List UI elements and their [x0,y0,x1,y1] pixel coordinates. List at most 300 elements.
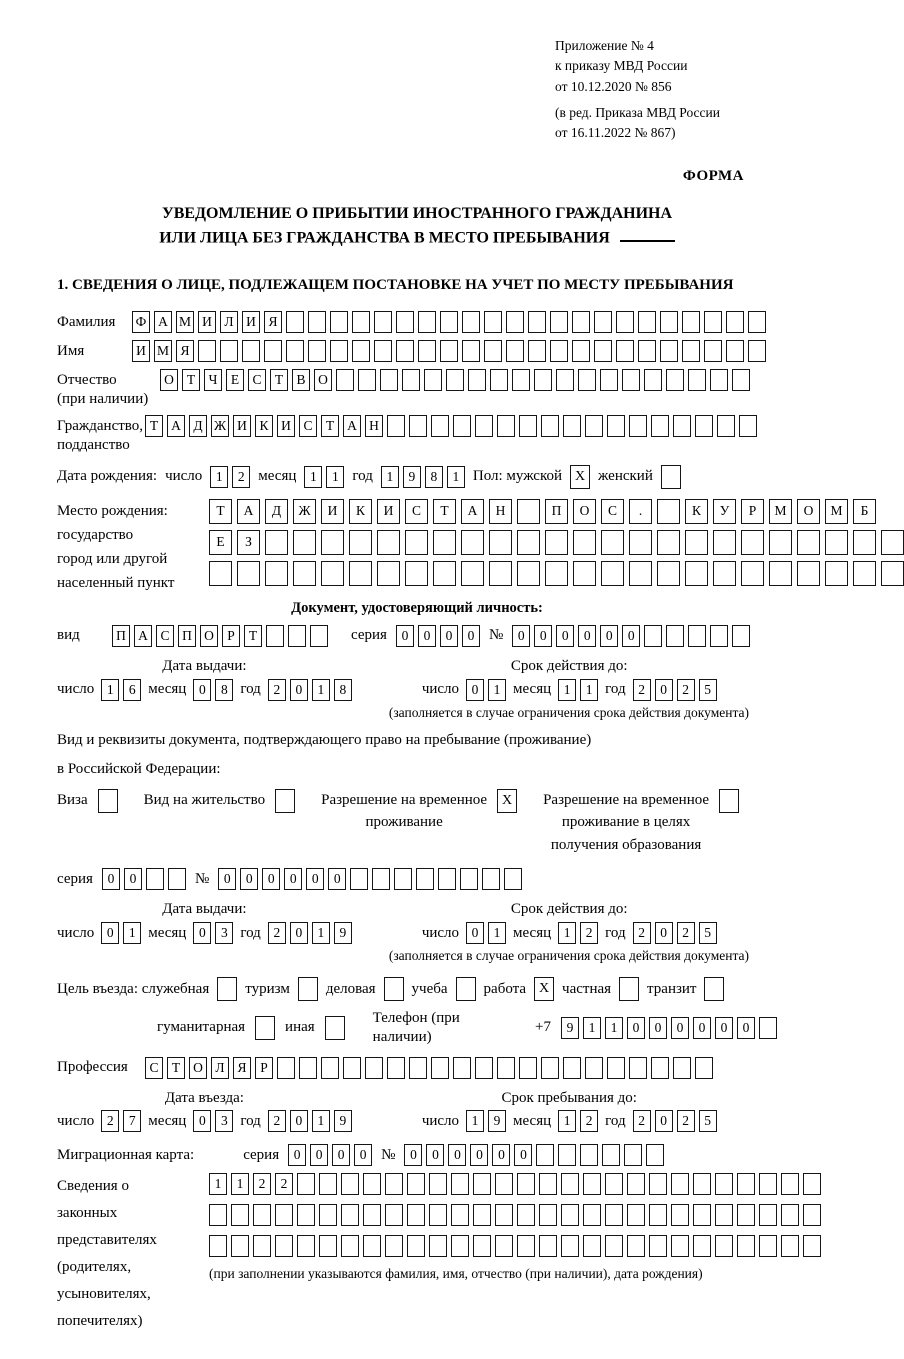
form-cell[interactable] [682,311,700,333]
form-cell[interactable] [517,1173,535,1195]
form-cell[interactable] [713,530,736,555]
form-cell[interactable] [561,1204,579,1226]
form-cell[interactable] [341,1235,359,1257]
form-cell[interactable] [308,340,326,362]
form-cell[interactable] [286,311,304,333]
form-cell[interactable] [695,415,713,437]
form-cell[interactable] [433,530,456,555]
form-cell[interactable] [319,1204,337,1226]
form-cell[interactable] [541,1057,559,1079]
form-cell[interactable]: Е [209,530,232,555]
form-cell[interactable] [409,415,427,437]
form-cell[interactable] [387,415,405,437]
form-cell[interactable]: 2 [580,1110,598,1132]
form-cell[interactable]: 1 [488,679,506,701]
form-cell[interactable]: 0 [262,868,280,890]
form-cell[interactable] [330,340,348,362]
residence-permit-checkbox[interactable] [275,789,295,813]
temp-residence-checkbox[interactable] [497,789,517,813]
form-cell[interactable] [704,311,722,333]
form-cell[interactable]: 0 [124,868,142,890]
form-cell[interactable] [98,789,118,813]
form-cell[interactable] [624,1144,642,1166]
form-cell[interactable]: М [154,340,172,362]
form-cell[interactable]: И [233,415,251,437]
form-cell[interactable] [461,530,484,555]
form-cell[interactable]: 0 [310,1144,328,1166]
form-cell[interactable]: 1 [101,679,119,701]
form-cell[interactable]: 1 [558,679,576,701]
form-cell[interactable] [853,530,876,555]
representatives-row3-cells[interactable] [209,1235,821,1257]
form-cell[interactable]: 0 [396,625,414,647]
form-cell[interactable] [594,340,612,362]
form-cell[interactable] [468,369,486,391]
form-cell[interactable] [451,1173,469,1195]
form-cell[interactable]: Н [489,499,512,524]
form-cell[interactable] [416,868,434,890]
form-cell[interactable] [534,369,552,391]
form-cell[interactable]: С [601,499,624,524]
form-cell[interactable] [377,530,400,555]
purpose-humanitarian-checkbox[interactable] [255,1016,275,1040]
form-cell[interactable]: Е [226,369,244,391]
form-cell[interactable] [461,561,484,586]
form-cell[interactable]: М [769,499,792,524]
form-cell[interactable] [365,1057,383,1079]
form-cell[interactable] [638,311,656,333]
form-cell[interactable] [657,530,680,555]
form-cell[interactable]: О [160,369,178,391]
form-cell[interactable] [583,1204,601,1226]
form-cell[interactable]: Р [222,625,240,647]
form-cell[interactable]: И [198,311,216,333]
form-cell[interactable] [321,561,344,586]
birth-day-cells[interactable] [210,466,250,488]
form-cell[interactable] [715,1173,733,1195]
form-cell[interactable] [402,369,420,391]
form-cell[interactable] [297,1235,315,1257]
form-cell[interactable] [616,311,634,333]
form-cell[interactable] [275,789,295,813]
form-cell[interactable] [298,977,318,1001]
form-cell[interactable] [622,369,640,391]
migration-series-cells[interactable] [288,1144,372,1166]
form-cell[interactable] [440,311,458,333]
form-cell[interactable]: Ф [132,311,150,333]
form-cell[interactable] [713,561,736,586]
form-cell[interactable] [495,1204,513,1226]
form-cell[interactable]: 1 [123,922,141,944]
phone-cells[interactable] [561,1017,777,1039]
form-cell[interactable] [198,340,216,362]
form-cell[interactable] [685,530,708,555]
form-cell[interactable] [539,1235,557,1257]
form-cell[interactable] [748,311,766,333]
form-cell[interactable] [231,1204,249,1226]
form-cell[interactable] [682,340,700,362]
form-cell[interactable] [310,625,328,647]
form-cell[interactable] [710,625,728,647]
form-cell[interactable]: 5 [699,922,717,944]
purpose-private-checkbox[interactable] [619,977,639,1001]
form-cell[interactable] [803,1173,821,1195]
birth-place-row1-cells[interactable] [209,499,876,524]
form-cell[interactable] [517,530,540,555]
form-cell[interactable] [168,868,186,890]
form-cell[interactable]: Д [265,499,288,524]
form-cell[interactable] [660,311,678,333]
form-cell[interactable] [242,340,260,362]
form-cell[interactable]: О [797,499,820,524]
form-cell[interactable]: 2 [268,1110,286,1132]
form-cell[interactable] [644,625,662,647]
form-cell[interactable] [429,1173,447,1195]
form-cell[interactable]: П [178,625,196,647]
form-cell[interactable]: 2 [232,466,250,488]
form-cell[interactable] [563,1057,581,1079]
form-cell[interactable]: П [545,499,568,524]
sex-female-checkbox[interactable] [661,465,681,489]
form-cell[interactable] [325,1016,345,1040]
stay-year-cells[interactable] [633,1110,717,1132]
form-cell[interactable]: 0 [671,1017,689,1039]
form-cell[interactable] [781,1235,799,1257]
form-cell[interactable] [407,1204,425,1226]
form-cell[interactable]: А [154,311,172,333]
form-cell[interactable]: Т [167,1057,185,1079]
form-cell[interactable] [418,340,436,362]
form-cell[interactable] [265,561,288,586]
form-cell[interactable]: Л [220,311,238,333]
form-cell[interactable] [726,340,744,362]
form-cell[interactable] [506,311,524,333]
form-cell[interactable]: Я [264,311,282,333]
form-cell[interactable]: 0 [102,868,120,890]
form-cell[interactable]: О [189,1057,207,1079]
form-cell[interactable] [600,369,618,391]
form-cell[interactable]: С [145,1057,163,1079]
form-cell[interactable] [627,1173,645,1195]
form-cell[interactable]: 0 [649,1017,667,1039]
form-cell[interactable] [803,1235,821,1257]
form-cell[interactable]: 0 [470,1144,488,1166]
form-cell[interactable] [253,1235,271,1257]
form-cell[interactable] [336,369,354,391]
form-cell[interactable]: 9 [334,922,352,944]
form-cell[interactable] [657,561,680,586]
form-cell[interactable] [573,561,596,586]
form-cell[interactable]: 0 [466,679,484,701]
form-cell[interactable] [462,340,480,362]
form-cell[interactable]: Д [189,415,207,437]
form-cell[interactable] [561,1235,579,1257]
form-cell[interactable]: 0 [218,868,236,890]
form-cell[interactable] [299,1057,317,1079]
form-cell[interactable]: 1 [312,1110,330,1132]
form-cell[interactable]: 0 [655,679,673,701]
form-cell[interactable]: Т [145,415,163,437]
representatives-row2-cells[interactable] [209,1204,821,1226]
form-cell[interactable]: С [248,369,266,391]
form-cell[interactable] [594,311,612,333]
form-cell[interactable] [583,1235,601,1257]
form-cell[interactable] [220,340,238,362]
form-cell[interactable] [629,530,652,555]
form-cell[interactable] [297,1173,315,1195]
form-cell[interactable] [319,1235,337,1257]
form-cell[interactable] [657,499,680,524]
form-cell[interactable]: 0 [290,679,308,701]
form-cell[interactable]: 3 [215,922,233,944]
form-cell[interactable]: 0 [622,625,640,647]
form-cell[interactable] [473,1173,491,1195]
form-cell[interactable] [853,561,876,586]
form-cell[interactable] [573,530,596,555]
form-cell[interactable] [528,311,546,333]
form-cell[interactable]: 0 [101,922,119,944]
form-cell[interactable]: 0 [514,1144,532,1166]
form-cell[interactable]: О [573,499,596,524]
form-cell[interactable] [605,1235,623,1257]
form-cell[interactable] [363,1173,381,1195]
stay-month-cells[interactable] [558,1110,598,1132]
form-cell[interactable] [781,1173,799,1195]
form-cell[interactable]: 0 [655,1110,673,1132]
id-expiry-year-cells[interactable] [633,679,717,701]
form-cell[interactable]: С [299,415,317,437]
form-cell[interactable] [803,1204,821,1226]
form-cell[interactable]: . [629,499,652,524]
form-cell[interactable]: 0 [715,1017,733,1039]
form-cell[interactable] [619,977,639,1001]
form-cell[interactable]: 2 [633,679,651,701]
form-cell[interactable] [550,311,568,333]
form-cell[interactable] [649,1173,667,1195]
form-cell[interactable] [651,415,669,437]
form-cell[interactable] [580,1144,598,1166]
form-cell[interactable] [473,1235,491,1257]
sex-male-checkbox[interactable] [570,465,590,489]
form-cell[interactable] [385,1235,403,1257]
form-cell[interactable] [704,977,724,1001]
form-cell[interactable] [797,561,820,586]
form-cell[interactable] [666,625,684,647]
form-cell[interactable] [517,1235,535,1257]
form-cell[interactable]: 0 [627,1017,645,1039]
purpose-business-checkbox[interactable] [384,977,404,1001]
id-number-cells[interactable] [512,625,750,647]
form-cell[interactable]: Т [182,369,200,391]
form-cell[interactable]: 1 [558,922,576,944]
form-cell[interactable]: Л [211,1057,229,1079]
temp-residence-edu-checkbox[interactable] [719,789,739,813]
form-cell[interactable]: 0 [418,625,436,647]
form-cell[interactable]: К [349,499,372,524]
form-cell[interactable]: О [314,369,332,391]
form-cell[interactable]: 0 [693,1017,711,1039]
form-cell[interactable] [489,561,512,586]
form-cell[interactable]: К [255,415,273,437]
form-cell[interactable]: Т [321,415,339,437]
form-cell[interactable] [646,1144,664,1166]
form-cell[interactable]: Т [433,499,456,524]
form-cell[interactable] [451,1235,469,1257]
form-cell[interactable]: 2 [275,1173,293,1195]
form-cell[interactable]: 1 [231,1173,249,1195]
form-cell[interactable] [352,311,370,333]
name-cells[interactable] [132,340,766,362]
form-cell[interactable]: Я [176,340,194,362]
form-cell[interactable] [433,561,456,586]
form-cell[interactable] [585,415,603,437]
form-cell[interactable] [693,1173,711,1195]
form-cell[interactable] [629,415,647,437]
form-cell[interactable] [741,561,764,586]
form-cell[interactable] [585,1057,603,1079]
form-cell[interactable] [363,1235,381,1257]
form-cell[interactable]: 0 [354,1144,372,1166]
form-cell[interactable]: 1 [558,1110,576,1132]
form-cell[interactable] [462,311,480,333]
form-cell[interactable]: 1 [447,466,465,488]
form-cell[interactable]: 1 [210,466,228,488]
form-cell[interactable] [602,1144,620,1166]
visa-checkbox[interactable] [98,789,118,813]
form-cell[interactable] [146,868,164,890]
form-cell[interactable] [881,561,904,586]
form-cell[interactable]: 0 [288,1144,306,1166]
id-issue-year-cells[interactable] [268,679,352,701]
form-cell[interactable] [627,1235,645,1257]
form-cell[interactable] [446,369,464,391]
form-cell[interactable]: 0 [193,679,211,701]
form-cell[interactable] [431,1057,449,1079]
form-cell[interactable] [661,465,681,489]
form-cell[interactable] [759,1017,777,1039]
entry-day-cells[interactable] [101,1110,141,1132]
form-cell[interactable]: Б [853,499,876,524]
form-cell[interactable]: 8 [334,679,352,701]
form-cell[interactable]: Н [365,415,383,437]
form-cell[interactable]: 2 [268,922,286,944]
form-cell[interactable] [352,340,370,362]
form-cell[interactable] [825,530,848,555]
form-cell[interactable]: 0 [534,625,552,647]
form-cell[interactable] [217,977,237,1001]
id-expiry-day-cells[interactable] [466,679,506,701]
form-cell[interactable] [715,1235,733,1257]
form-cell[interactable]: 1 [605,1017,623,1039]
form-cell[interactable]: И [277,415,295,437]
form-cell[interactable] [638,340,656,362]
form-cell[interactable] [578,369,596,391]
form-cell[interactable] [372,868,390,890]
form-cell[interactable] [429,1235,447,1257]
birth-place-row3-cells[interactable] [209,561,904,586]
form-cell[interactable]: 1 [580,679,598,701]
purpose-work-checkbox[interactable] [534,977,554,1001]
form-cell[interactable] [330,311,348,333]
form-cell[interactable] [451,1204,469,1226]
form-cell[interactable] [473,1204,491,1226]
form-cell[interactable] [825,561,848,586]
form-cell[interactable]: П [112,625,130,647]
res-issue-month-cells[interactable] [193,922,233,944]
form-cell[interactable] [717,415,735,437]
form-cell[interactable] [475,415,493,437]
form-cell[interactable]: 0 [426,1144,444,1166]
form-cell[interactable] [550,340,568,362]
form-cell[interactable] [556,369,574,391]
form-cell[interactable]: 0 [290,1110,308,1132]
form-cell[interactable]: Т [244,625,262,647]
form-cell[interactable] [517,1204,535,1226]
form-cell[interactable]: А [134,625,152,647]
form-cell[interactable]: X [570,465,590,489]
form-cell[interactable]: 9 [334,1110,352,1132]
res-expiry-year-cells[interactable] [633,922,717,944]
form-cell[interactable] [424,369,442,391]
form-cell[interactable]: З [237,530,260,555]
form-cell[interactable]: Ч [204,369,222,391]
form-cell[interactable]: 3 [215,1110,233,1132]
form-cell[interactable]: X [497,789,517,813]
form-cell[interactable] [308,311,326,333]
form-cell[interactable] [394,868,412,890]
form-cell[interactable] [321,530,344,555]
form-cell[interactable] [253,1204,271,1226]
form-cell[interactable] [506,340,524,362]
form-cell[interactable] [541,415,559,437]
form-cell[interactable] [607,415,625,437]
form-cell[interactable] [605,1204,623,1226]
form-cell[interactable] [732,625,750,647]
form-cell[interactable] [737,1235,755,1257]
form-cell[interactable] [673,1057,691,1079]
form-cell[interactable] [572,311,590,333]
form-cell[interactable] [297,1204,315,1226]
form-cell[interactable] [363,1204,381,1226]
form-cell[interactable] [374,340,392,362]
form-cell[interactable] [519,415,537,437]
form-cell[interactable]: 0 [466,922,484,944]
form-cell[interactable] [319,1173,337,1195]
form-cell[interactable]: 1 [304,466,322,488]
form-cell[interactable] [710,369,728,391]
form-cell[interactable] [341,1173,359,1195]
form-cell[interactable] [349,530,372,555]
birth-year-cells[interactable] [381,466,465,488]
form-cell[interactable] [671,1173,689,1195]
entry-month-cells[interactable] [193,1110,233,1132]
form-cell[interactable] [748,340,766,362]
form-cell[interactable]: О [200,625,218,647]
form-cell[interactable]: 0 [240,868,258,890]
form-cell[interactable]: 0 [440,625,458,647]
form-cell[interactable] [343,1057,361,1079]
form-cell[interactable] [277,1057,295,1079]
form-cell[interactable] [231,1235,249,1257]
form-cell[interactable] [536,1144,554,1166]
form-cell[interactable] [704,340,722,362]
form-cell[interactable]: М [825,499,848,524]
form-cell[interactable] [607,1057,625,1079]
form-cell[interactable]: У [713,499,736,524]
form-cell[interactable]: 2 [677,679,695,701]
form-cell[interactable] [409,1057,427,1079]
form-cell[interactable] [539,1173,557,1195]
